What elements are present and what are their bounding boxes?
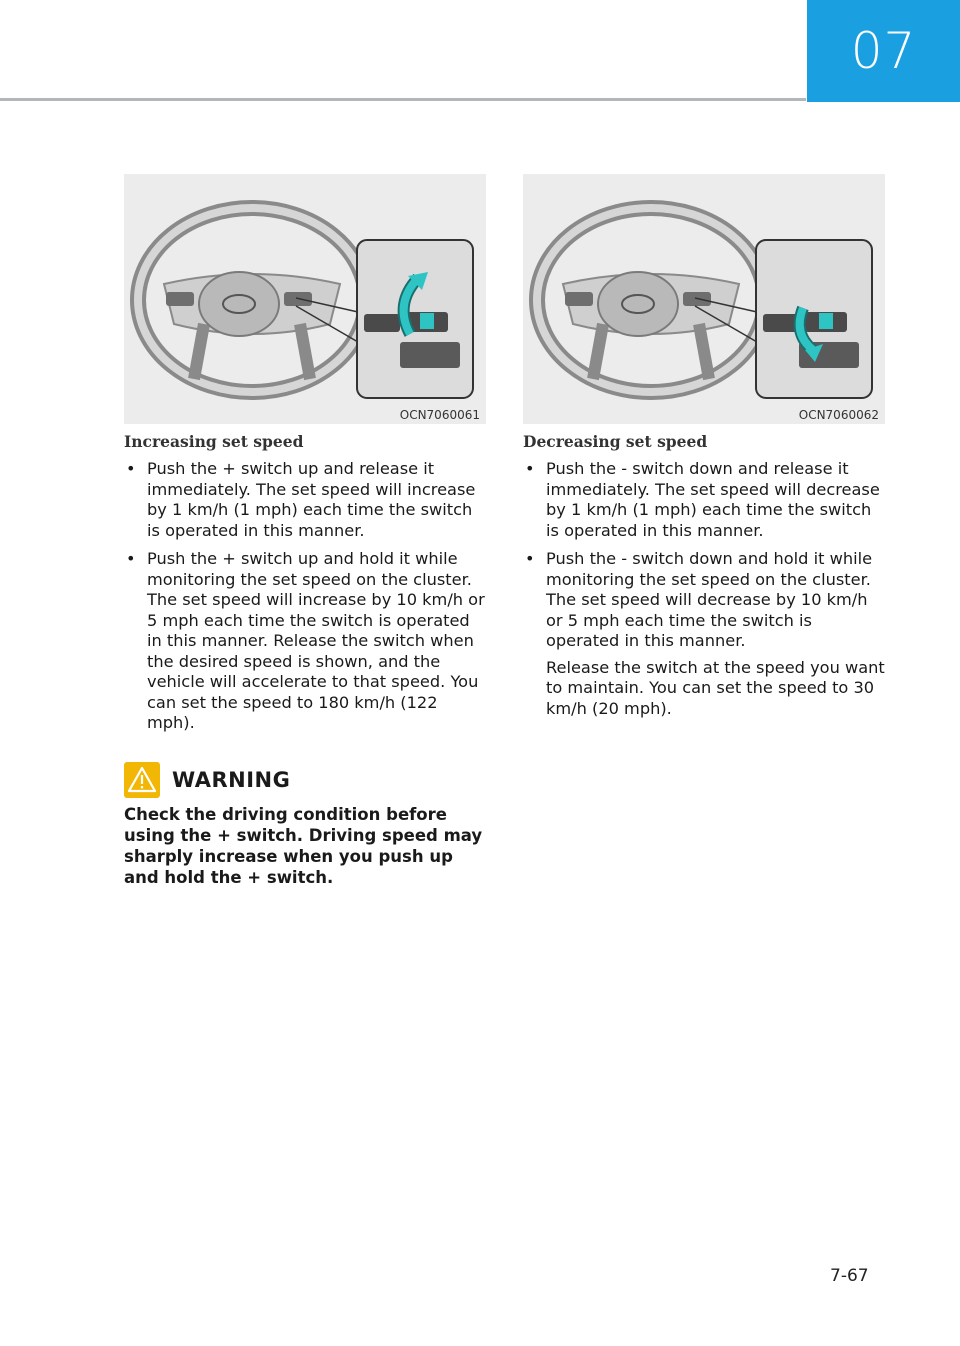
figure-increasing-speed [124, 174, 486, 424]
left-column [124, 432, 486, 888]
warning-title: WARNING [172, 767, 291, 792]
steering-wheel [138, 208, 366, 392]
section-title-decreasing: Decreasing set speed [523, 432, 708, 451]
page-number: 7-67 [830, 1266, 869, 1286]
bullet-item: • Push the + switch up and hold it while monitoring the set speed on the cluster. The set speed will increase by 10 km/h or 5 mph each time the switch is operated in this manner. Release the switch when the desired speed is shown, and the vehicle will accelerate to that speed. You can set the speed to 180 km/h (122 mph). [124, 549, 486, 734]
right-column [523, 432, 885, 719]
switch-closeup [756, 240, 872, 398]
continuation-paragraph: Release the switch at the speed you want to maintain. You can set the speed to 30 km/h (20 mph). [546, 657, 885, 718]
figure-decreasing-speed [523, 174, 885, 424]
figure-code: OCN7060062 [798, 408, 879, 422]
warning-text: Check the driving condition before using the + switch. Driving speed may sharply increase when you push up and hold the + switch. [124, 804, 483, 887]
warning-header [124, 762, 486, 798]
bullet-item: • Push the - switch down and hold it while monitoring the set speed on the cluster. The set speed will decrease by 10 km/h or 5 mph each time the switch is operated in this manner. [523, 549, 885, 652]
steering-wheel-illustration [523, 174, 885, 424]
steering-wheel [537, 208, 765, 392]
bullet-item: • Push the - switch down and release it immediately. The set speed will decrease by 1 km/h (1 mph) each time the switch is operated in this manner. [523, 459, 885, 541]
warning-icon [124, 762, 160, 798]
bullet-list [523, 459, 885, 652]
steering-wheel-illustration [124, 174, 486, 424]
switch-closeup [357, 240, 473, 398]
figure-code: OCN7060061 [399, 408, 480, 422]
chapter-tab: 07 [807, 0, 960, 102]
bullet-item: • Push the + switch up and release it immediately. The set speed will increase by 1 km/h (1 mph) each time the switch is operated in this manner. [124, 459, 486, 541]
bullet-list [124, 459, 486, 734]
section-title-increasing: Increasing set speed [124, 432, 304, 451]
header-rule [0, 98, 806, 101]
